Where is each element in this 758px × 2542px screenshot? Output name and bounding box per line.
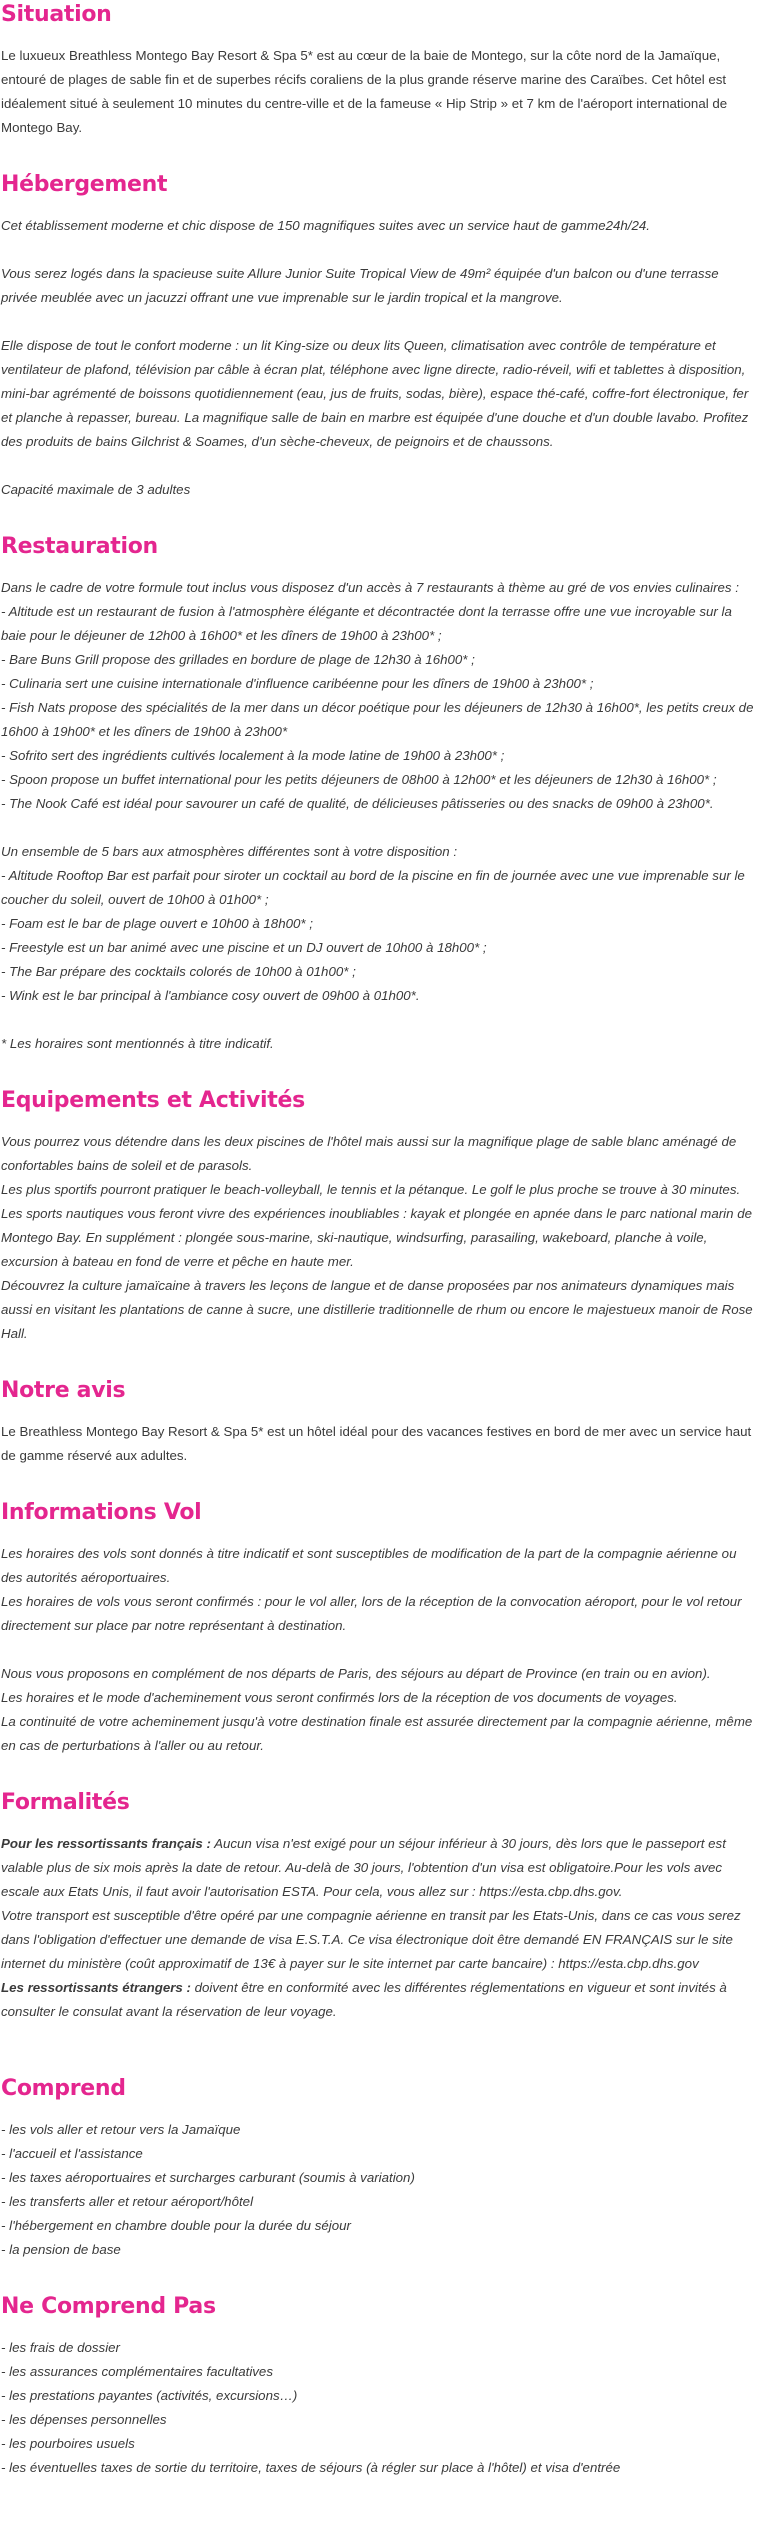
- vol-paragraph: Les horaires des vols sont donnés à titre indicatif et sont susceptibles de modification de la part de la compagnie aérienne ou des autorités aéroportuaires.: [1, 1546, 737, 1585]
- hebergement-title: Hébergement: [1, 172, 168, 197]
- formalites-foreign: [1, 1976, 756, 2024]
- bar-item: - Foam est le bar de plage ouvert e 10h00 à 18h00* ;: [1, 916, 313, 931]
- vol-paragraph: Les horaires et le mode d'acheminement vous seront confirmés lors de la réception de vos documents de voyages.: [1, 1690, 678, 1705]
- excluded-item: - les frais de dossier: [1, 2340, 120, 2355]
- excluded-item: - les prestations payantes (activités, excursions…): [1, 2388, 298, 2403]
- formalites-french-label: Pour les ressortissants français :: [1, 1836, 211, 1851]
- equipements-title: Equipements et Activités: [1, 1088, 305, 1113]
- section-comprend: [1, 2074, 756, 2262]
- section-formalites: [1, 1788, 756, 2024]
- included-item: - la pension de base: [1, 2242, 121, 2257]
- excluded-item: - les dépenses personnelles: [1, 2412, 167, 2427]
- hebergement-capacity: Capacité maximale de 3 adultes: [1, 482, 191, 497]
- section-hebergement: [1, 170, 756, 502]
- bars-intro: Un ensemble de 5 bars aux atmosphères différentes sont à votre disposition :: [1, 844, 458, 859]
- included-item: - l'accueil et l'assistance: [1, 2146, 143, 2161]
- included-item: - les vols aller et retour vers la Jamaïque: [1, 2122, 241, 2137]
- hebergement-paragraph: Elle dispose de tout le confort moderne : un lit King-size ou deux lits Queen, climatisation avec contrôle de température et ventilateur de plafond, télévision par câble à écran plat, téléphone avec ligne directe, radio-réveil, wifi et tablettes à disposition, mini-bar agrémenté de boissons quotidiennement (eau, jus de fruits, sodas, bière), espace thé-café, coffre-fort électronique, fer et planche à repasser, bureau. La magnifique salle de bain en marbre est équipée d'une douche et d'un double lavabo. Profitez des produits de bains Gilchrist & Soames, d'un sèche-cheveux, de peignoirs et de chaussons.: [1, 338, 749, 449]
- excluded-item: - les assurances complémentaires facultatives: [1, 2364, 273, 2379]
- restaurant-item: - Altitude est un restaurant de fusion à l'atmosphère élégante et décontractée dont la terrasse offre une vue incroyable sur la baie pour le déjeuner de 12h00 à 16h00* et les dîners de 19h00 à 23h00* ;: [1, 604, 732, 643]
- formalites-esta: Votre transport est susceptible d'être opéré par une compagnie aérienne en transit par les Etats-Unis, dans ce cas vous serez dans l'obligation d'effectuer une demande de visa E.S.T.A. Ce visa électronique doit être demandé EN FRANÇAIS sur le site internet du ministère (coût approximatif de 13€ à payer sur le site internet par carte bancaire) : https://esta.cbp.dhs.gov: [1, 1908, 741, 1971]
- excluded-item: - les pourboires usuels: [1, 2436, 135, 2451]
- section-restauration: [1, 532, 756, 1056]
- equipements-paragraph: Découvrez la culture jamaïcaine à travers les leçons de langue et de danse proposées par nos animateurs dynamiques mais aussi en visitant les plantations de canne à sucre, une distillerie traditionnelle de rhum ou encore le majestueux manoir de Rose Hall.: [1, 1278, 753, 1341]
- hebergement-paragraph: Cet établissement moderne et chic dispose de 150 magnifiques suites avec un service haut de gamme24h/24.: [1, 218, 650, 233]
- restaurant-item: - Culinaria sert une cuisine internationale d'influence caribéenne pour les dîners de 19h00 à 23h00* ;: [1, 676, 594, 691]
- equipements-paragraph: Les plus sportifs pourront pratiquer le beach-volleyball, le tennis et la pétanque. Le golf le plus proche se trouve à 30 minutes. Les sports nautiques vous feront vivre des expériences inoubliables : kayak et plongée en apnée dans le parc national marin de Montego Bay. En supplément : plongée sous-marine, ski-nautique, windsurfing, parasailing, wakeboard, planche à voile, excursion à bateau en fond de verre et pêche en haute mer.: [1, 1182, 753, 1269]
- excluded-item: - les éventuelles taxes de sortie du territoire, taxes de séjours (à régler sur place à l'hôtel) et visa d'entrée: [1, 2460, 621, 2475]
- section-vol: [1, 1498, 756, 1758]
- vol-title: Informations Vol: [1, 1500, 202, 1525]
- bar-item: - The Bar prépare des cocktails colorés de 10h00 à 01h00* ;: [1, 964, 356, 979]
- vol-paragraph: La continuité de votre acheminement jusqu'à votre destination finale est assurée directement par la compagnie aérienne, même en cas de perturbations à l'aller ou au retour.: [1, 1714, 753, 1753]
- hours-note: * Les horaires sont mentionnés à titre indicatif.: [1, 1036, 274, 1051]
- hebergement-paragraph: Vous serez logés dans la spacieuse suite Allure Junior Suite Tropical View de 49m² équipée d'un balcon ou d'une terrasse privée meublée avec un jacuzzi offrant une vue imprenable sur le jardin tropical et la mangrove.: [1, 266, 719, 305]
- vol-paragraph: Nous vous proposons en complément de nos départs de Paris, des séjours au départ de Province (en train ou en avion).: [1, 1666, 711, 1681]
- restaurant-item: - Spoon propose un buffet international pour les petits déjeuners de 08h00 à 12h00* et les déjeuners de 12h30 à 16h00* ;: [1, 772, 717, 787]
- avis-title: Notre avis: [1, 1378, 126, 1403]
- section-avis: [1, 1376, 756, 1468]
- situation-text: Le luxueux Breathless Montego Bay Resort & Spa 5* est au cœur de la baie de Montego, sur la côte nord de la Jamaïque, entouré de plages de sable fin et de superbes récifs coraliens de la plus grande réserve marine des Caraïbes. Cet hôtel est idéalement situé à seulement 10 minutes du centre-ville et de la fameuse « Hip Strip » et 7 km de l'aéroport international de Montego Bay.: [1, 48, 728, 135]
- vol-paragraph: Les horaires de vols vous seront confirmés : pour le vol aller, lors de la réception de la convocation aéroport, pour le vol retour directement sur place par notre représentant à destination.: [1, 1594, 742, 1633]
- formalites-french-text: Aucun visa n'est exigé pour un séjour inférieur à 30 jours, dès lors que le passeport est valable plus de six mois après la date de retour. Au-delà de 30 jours, l'obtention d'un visa est obligatoire.Pour les vols avec escale aux Etats Unis, il faut avoir l'autorisation ESTA. Pour cela, vous allez sur : https://esta.cbp.dhs.gov.: [1, 1836, 726, 1899]
- restaurant-item: - The Nook Café est idéal pour savourer un café de qualité, de délicieuses pâtisseries ou des snacks de 09h00 à 23h00*.: [1, 796, 714, 811]
- included-item: - l'hébergement en chambre double pour la durée du séjour: [1, 2218, 351, 2233]
- situation-title: Situation: [1, 2, 112, 27]
- equipements-paragraph: Vous pourrez vous détendre dans les deux piscines de l'hôtel mais aussi sur la magnifique plage de sable blanc aménagé de confortables bains de soleil et de parasols.: [1, 1134, 737, 1173]
- formalites-french: [1, 1832, 756, 1904]
- bar-item: - Freestyle est un bar animé avec une piscine et un DJ ouvert de 10h00 à 18h00* ;: [1, 940, 487, 955]
- included-item: - les transferts aller et retour aéroport/hôtel: [1, 2194, 254, 2209]
- restaurant-item: - Sofrito sert des ingrédients cultivés localement à la mode latine de 19h00 à 23h00* ;: [1, 748, 505, 763]
- section-ne-comprend-pas: [1, 2292, 756, 2480]
- restauration-title: Restauration: [1, 534, 158, 559]
- formalites-foreign-label: Les ressortissants étrangers :: [1, 1980, 191, 1995]
- restaurant-item: - Fish Nats propose des spécialités de la mer dans un décor poétique pour les déjeuners de 12h30 à 16h00*, les petits creux de 16h00 à 19h00* et les dîners de 19h00 à 23h00*: [1, 700, 754, 739]
- included-item: - les taxes aéroportuaires et surcharges carburant (soumis à variation): [1, 2170, 415, 2185]
- section-equipements: [1, 1086, 756, 1346]
- restaurant-item: - Bare Buns Grill propose des grillades en bordure de plage de 12h30 à 16h00* ;: [1, 652, 475, 667]
- bar-item: - Altitude Rooftop Bar est parfait pour siroter un cocktail au bord de la piscine en fin de journée avec une vue imprenable sur le coucher du soleil, ouvert de 10h00 à 01h00* ;: [1, 868, 745, 907]
- section-situation: [1, 0, 756, 140]
- comprend-title: Comprend: [1, 2076, 126, 2101]
- restauration-intro: Dans le cadre de votre formule tout inclus vous disposez d'un accès à 7 restaurants à thème au gré de vos envies culinaires :: [1, 580, 739, 595]
- avis-text: Le Breathless Montego Bay Resort & Spa 5* est un hôtel idéal pour des vacances festives en bord de mer avec un service haut de gamme réservé aux adultes.: [1, 1424, 752, 1463]
- ne-comprend-pas-title: Ne Comprend Pas: [1, 2294, 216, 2319]
- bar-item: - Wink est le bar principal à l'ambiance cosy ouvert de 09h00 à 01h00*.: [1, 988, 420, 1003]
- formalites-foreign-text: doivent être en conformité avec les différentes réglementations en vigueur et sont invités à consulter le consulat avant la réservation de leur voyage.: [1, 1980, 727, 2019]
- formalites-title: Formalités: [1, 1790, 130, 1815]
